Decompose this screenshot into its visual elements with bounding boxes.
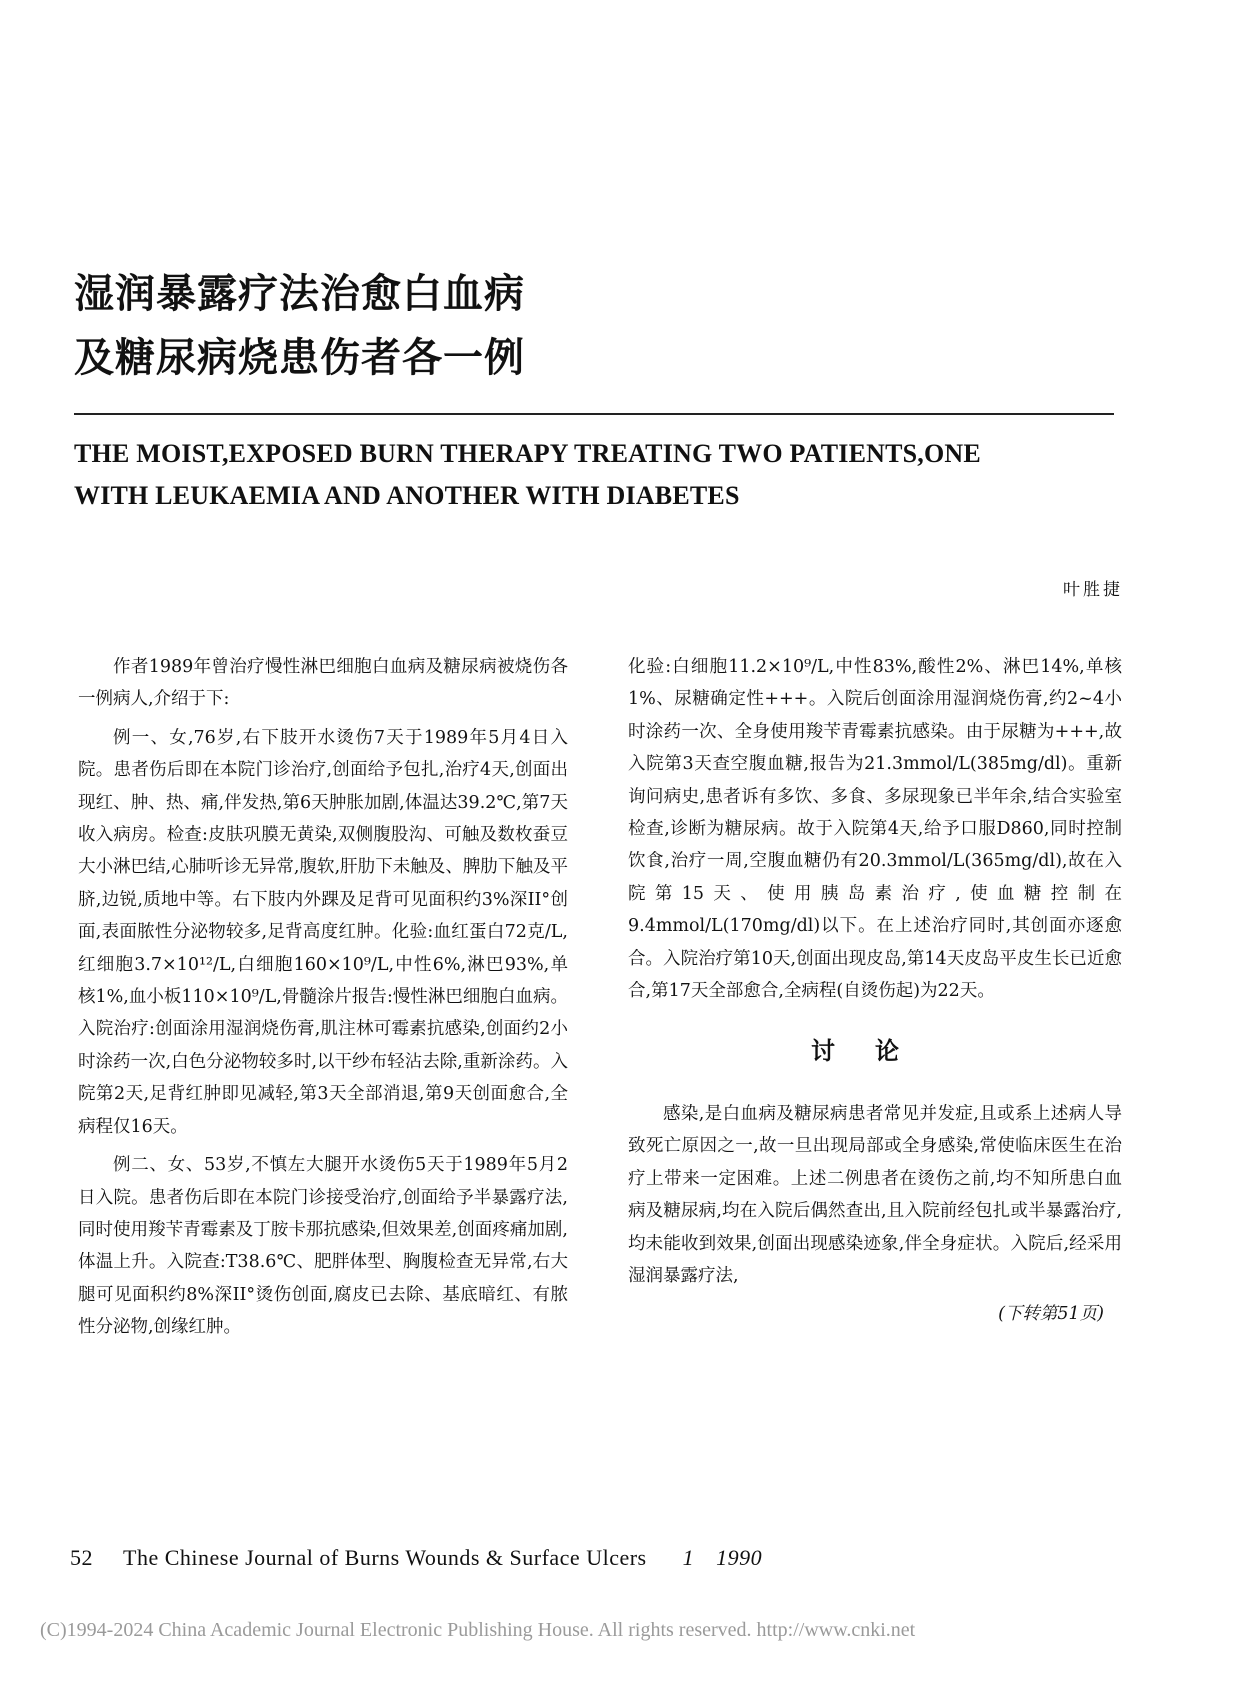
title-english (74, 433, 1144, 517)
paragraph: 例二、女、53岁,不慎左大腿开水烫伤5天于1989年5月2日入院。患者伤后即在本院门诊接受治疗,创面给予半暴露疗法,同时使用羧苄青霉素及丁胺卡那抗感染,但效果差,创面疼痛加剧,体温上升。入院查:T38.6℃、肥胖体型、胸腹检查无异常,右大腿可见面积约8%深II°烫伤创面,腐皮已去除、基底暗红、有脓性分泌物,创缘红肿。 (78, 1155, 568, 1338)
issue-number: 1 (682, 1545, 695, 1570)
title-chinese-line: 及糖尿病烧患伤者各一例 (74, 335, 525, 381)
discussion-heading: 讨论 (811, 1037, 939, 1066)
continued-note: (下转第51页) (998, 1304, 1104, 1325)
paragraph: 作者1989年曾治疗慢性淋巴细胞白血病及糖尿病被烧伤各一例病人,介绍于下: (78, 657, 568, 710)
title-chinese-line: 湿润暴露疗法治愈白血病 (74, 271, 525, 317)
title-divider (74, 413, 1114, 415)
title-chinese (74, 262, 774, 390)
paragraph: 例一、女,76岁,右下肢开水烫伤7天于1989年5月4日入院。患者伤后即在本院门诊治疗,创面给予包扎,治疗4天,创面出现红、肿、热、痛,伴发热,第6天肿胀加剧,体温达39.2℃,第7天收入病房。检查:皮肤巩膜无黄染,双侧腹股沟、可触及数枚蚕豆大小淋巴结,心肺听诊无异常,腹软,肝肋下未触及、脾肋下触及平脐,边锐,质地中等。右下肢内外踝及足背可见面积约3%深II°创面,表面脓性分泌物较多,足背高度红肿。化验:血红蛋白72克/L,红细胞3.7×10¹²/L,白细胞160×10⁹/L,中性6%,淋巴93%,单核1%,血小板110×10⁹/L,骨髓涂片报告:慢性淋巴细胞白血病。入院治疗:创面涂用湿润烧伤膏,肌注林可霉素抗感染,创面约2小时涂药一次,白色分泌物较多时,以干纱布轻沾去除,重新涂药。入院第2天,足背红肿即见减轻,第3天全部消退,第9天创面愈合,全病程仅16天。 (78, 727, 568, 1137)
journal-name: The Chinese Journal of Burns Wounds & Surface Ulcers (123, 1545, 647, 1570)
left-column (78, 651, 568, 1350)
page-number: 52 (70, 1545, 93, 1570)
title-english-line: THE MOIST,EXPOSED BURN THERAPY TREATING TWO PATIENTS,ONE (74, 439, 981, 468)
title-english-line: WITH LEUKAEMIA AND ANOTHER WITH DIABETES (74, 481, 740, 510)
paragraph: 感染,是白血病及糖尿病患者常见并发症,且或系上述病人导致死亡原因之一,故一旦出现局部或全身感染,常使临床医生在治疗上带来一定困难。上述二例患者在烫伤之前,均不知所患白血病及糖尿病,均在入院后偶然查出,且入院前经包扎或半暴露治疗,均未能收到效果,创面出现感染迹象,伴全身症状。入院后,经采用湿润暴露疗法, (628, 1103, 1122, 1286)
paragraph: 化验:白细胞11.2×10⁹/L,中性83%,酸性2%、淋巴14%,单核1%、尿糖确定性+++。入院后创面涂用湿润烧伤膏,约2~4小时涂药一次、全身使用羧苄青霉素抗感染。由于尿糖为+++,故入院第3天查空腹血糖,报告为21.3mmol/L(385mg/dl)。重新询问病史,患者诉有多饮、多食、多尿现象已半年余,结合实验室检查,诊断为糖尿病。故于入院第4天,给予口服D860,同时控制饮食,治疗一周,空腹血糖仍有20.3mmol/L(365mg/dl),故在入院第15天、使用胰岛素治疗,使血糖控制在9.4mmol/L(170mg/dl)以下。在上述治疗同时,其创面亦逐愈合。入院治疗第10天,创面出现皮岛,第14天皮岛平皮生长已近愈合,第17天全部愈合,全病程(自烫伤起)为22天。 (628, 657, 1122, 1002)
author-name: 叶胜捷 (1063, 580, 1123, 600)
right-column (628, 651, 1122, 1337)
copyright-notice: (C)1994-2024 China Academic Journal Electronic Publishing House. All rights reserved. http://www.cnki.net (40, 1619, 916, 1641)
publication-year: 1990 (716, 1545, 763, 1570)
page-footer (70, 1545, 762, 1571)
